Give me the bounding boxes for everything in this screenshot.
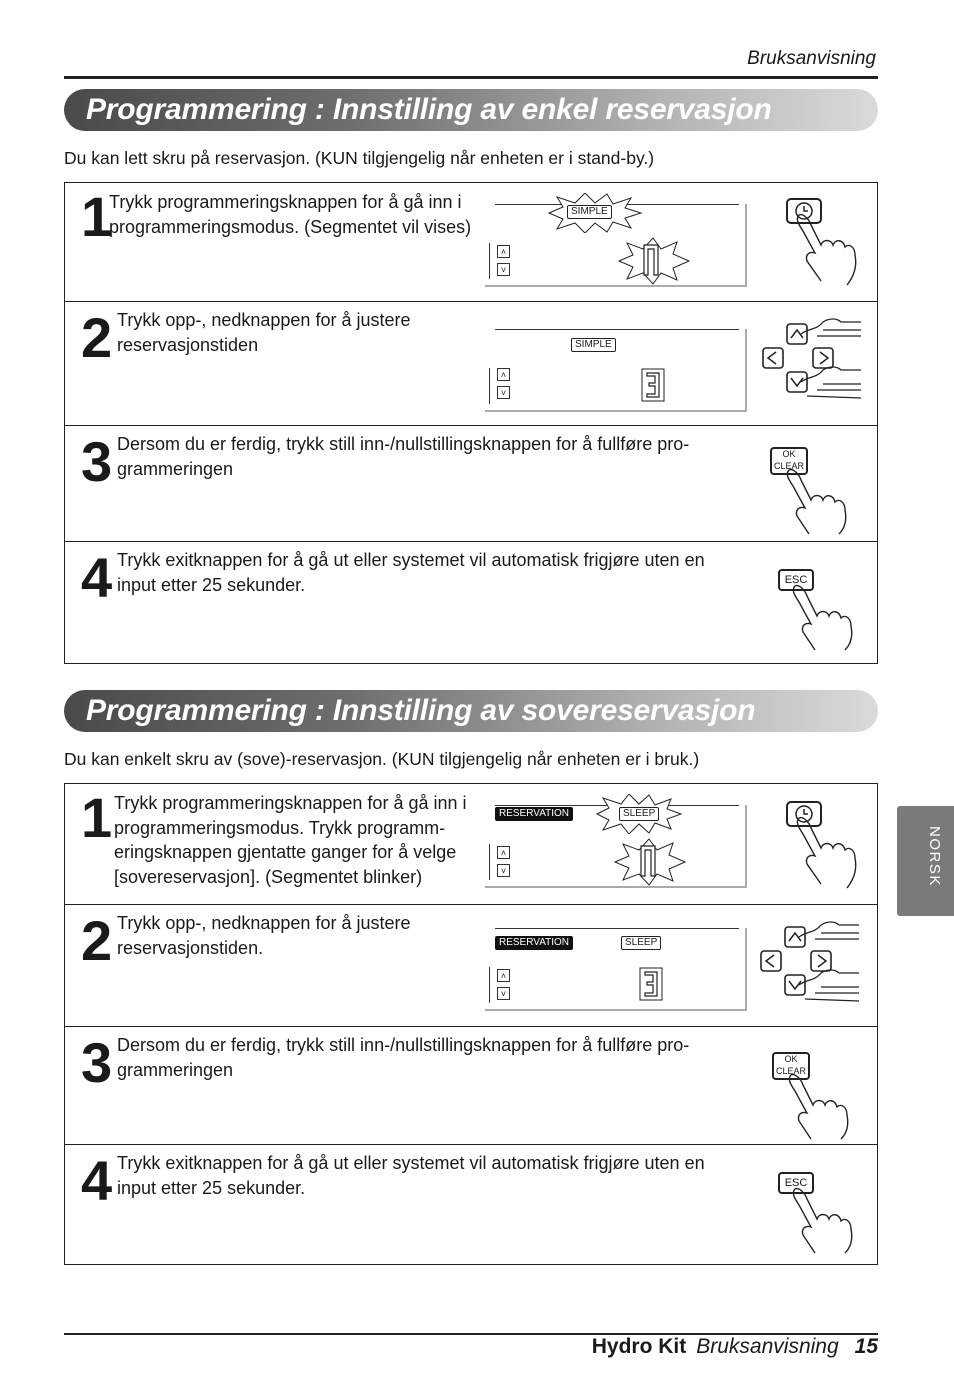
step-text: Trykk opp-, nedknappen for å justere reservasjonstiden	[117, 310, 411, 355]
lcd-display	[485, 917, 747, 1011]
lcd-simple-tag: SIMPLE	[567, 205, 612, 219]
step-3	[65, 1026, 877, 1145]
lcd-display	[485, 193, 747, 287]
lcd-digit-three	[641, 368, 665, 402]
lcd-down-icon: ˅	[497, 386, 510, 399]
lcd-up-icon: ˄	[497, 245, 510, 258]
section-1-banner	[64, 89, 878, 131]
lcd-up-icon: ˄	[497, 368, 510, 381]
esc-button-press-icon	[777, 1171, 861, 1255]
arrow-keypad-press-icon	[757, 314, 869, 414]
step-number: 2	[81, 909, 111, 972]
step-number: 4	[81, 546, 111, 609]
step-number: 2	[81, 306, 111, 369]
section-1-steps	[64, 182, 878, 664]
lcd-display	[485, 318, 747, 412]
lcd-digit-zero	[637, 844, 659, 878]
step-4	[65, 1144, 877, 1265]
lcd-down-icon: ˅	[497, 987, 510, 1000]
step-text: Trykk programmeringsknappen for å gå inn i programmeringsmodus. (Segmentet vil vises)	[109, 192, 472, 237]
step-text: Trykk opp-, nedknappen for å justere reservasjonstiden.	[117, 913, 411, 958]
clear-label: CLEAR	[775, 1066, 806, 1076]
esc-button-press-icon	[777, 568, 861, 652]
lcd-reservation-badge: RESERVATION	[495, 936, 573, 950]
step-text: Trykk exitknappen for å gå ut eller systemet vil automatisk frigjøre uten en input etter 25 sekunder.	[117, 1153, 705, 1198]
esc-label: ESC	[784, 574, 808, 586]
step-2	[65, 301, 877, 426]
step-2	[65, 904, 877, 1027]
ok-label: OK	[784, 1054, 798, 1064]
step-number: 3	[81, 1031, 111, 1094]
timer-button-press-icon	[777, 798, 863, 890]
step-1	[65, 784, 877, 904]
running-header: Bruksanvisning	[747, 48, 876, 69]
esc-label: ESC	[784, 1177, 808, 1189]
step-3	[65, 425, 877, 542]
page-number: 15	[854, 1335, 878, 1358]
section-1-intro: Du kan lett skru på reservasjon. (KUN tilgjengelig når enheten er i stand-by.)	[64, 148, 655, 168]
lcd-reservation-badge: RESERVATION	[495, 807, 573, 821]
lcd-up-icon: ˄	[497, 846, 510, 859]
step-number: 1	[81, 185, 111, 248]
section-2-intro: Du kan enkelt skru av (sove)-reservasjon. (KUN tilgjengelig når enheten er i bruk.)	[64, 749, 700, 769]
step-number: 3	[81, 430, 111, 493]
step-text: Trykk programmeringsknappen for å gå inn i programmeringsmodus. Trykk programm-eringsknappen gjentatte ganger for å velge [sovereservasjon]. (Segmentet blinker)	[114, 793, 467, 887]
arrow-keypad-press-icon	[755, 917, 867, 1017]
lcd-display	[485, 794, 747, 888]
footer-doc-title: Bruksanvisning	[696, 1335, 839, 1358]
language-side-tab	[897, 806, 954, 916]
lcd-sleep-tag: SLEEP	[621, 936, 661, 950]
step-number: 4	[81, 1149, 111, 1212]
lcd-digit-zero	[640, 243, 662, 277]
header-rule	[64, 76, 878, 79]
lcd-sleep-tag: SLEEP	[619, 807, 659, 821]
footer	[0, 1335, 878, 1359]
step-number: 1	[81, 786, 111, 849]
step-text: Dersom du er ferdig, trykk still inn-/nullstillingsknappen for å fullføre pro-grammeringen	[117, 434, 690, 479]
step-4	[65, 541, 877, 664]
lcd-digit-three	[639, 967, 663, 1001]
ok-clear-button-press-icon	[769, 446, 859, 536]
section-2-title: Programmering : Innstilling av sovereservasjon	[86, 694, 756, 727]
step-text: Dersom du er ferdig, trykk still inn-/nullstillingsknappen for å fullføre pro-grammeringen	[117, 1035, 690, 1080]
section-2-steps	[64, 783, 878, 1265]
ok-label: OK	[782, 449, 796, 459]
section-2-banner	[64, 690, 878, 732]
clear-label: CLEAR	[773, 461, 804, 471]
lcd-down-icon: ˅	[497, 263, 510, 276]
language-label: NORSK	[926, 826, 943, 887]
ok-clear-button-press-icon	[771, 1051, 861, 1141]
step-1	[65, 183, 877, 301]
lcd-up-icon: ˄	[497, 969, 510, 982]
timer-button-press-icon	[777, 195, 863, 287]
lcd-simple-tag: SIMPLE	[571, 338, 616, 352]
footer-brand: Hydro Kit	[591, 1335, 687, 1358]
section-1-title: Programmering : Innstilling av enkel reservasjon	[86, 93, 772, 126]
step-text: Trykk exitknappen for å gå ut eller systemet vil automatisk frigjøre uten en input etter 25 sekunder.	[117, 550, 705, 595]
lcd-down-icon: ˅	[497, 864, 510, 877]
